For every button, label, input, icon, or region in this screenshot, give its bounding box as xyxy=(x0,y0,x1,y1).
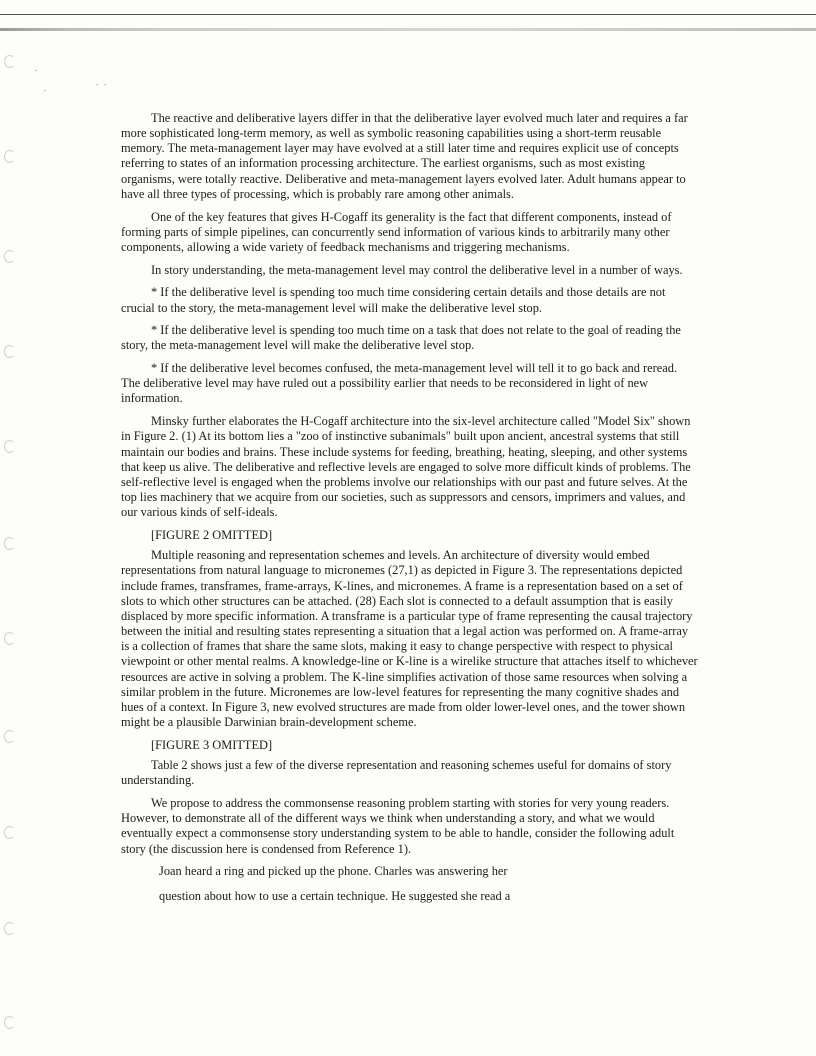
binder-hole xyxy=(4,150,15,163)
binder-hole xyxy=(4,345,15,358)
binder-hole xyxy=(4,55,15,68)
binder-hole xyxy=(4,537,15,550)
body-paragraph: The reactive and deliberative layers differ in that the deliberative layer evolved much later and requires a far more sophisticated long-term memory, as well as symbolic reasoning capabilities using a short-term reusable memory. The meta-management layer may have evolved at a still later time and requires explicit use of concepts referring to states of an information processing architecture. The earliest organisms, such as most existing organisms, were totally reactive. Deliberative and meta-management layers evolved later. Adult humans appear to have all three types of processing, which is probably rare among other animals. xyxy=(121,111,688,201)
figure-2-placeholder: [FIGURE 2 OMITTED] xyxy=(151,527,273,542)
binder-hole xyxy=(4,826,15,839)
binder-hole xyxy=(4,250,15,263)
body-paragraph: Multiple reasoning and representation schemes and levels. An architecture of diversity would embed representations from natural language to micronemes (27,1) as depicted in Figure 3. The representations depicted include frames, transframes, frame-arrays, K-lines, and micronemes. A frame is a representation based on a set of slots to which other structures can be attached. (28) Each slot is connected to a default assumption that is easily displaced by more specific information. A transframe is a particular type of frame representing the causal trajectory between the initial and resulting states representing a situation that a legal action was performed on. A frame-array is a collection of frames that share the same slots, making it easy to change perspective with respect to physical viewpoint or other mental realms. A knowledge-line or K-line is a wirelike structure that attaches itself to whichever resources are active in solving a problem. The K-line simplifies activation of those same resources when solving a similar problem in the future. Micronemes are low-level features for representing the many cognitive shades and hues of a context. In Figure 3, new evolved structures are made from older lower-level ones, and the tower shown might be a plausible Darwinian brain-development scheme. xyxy=(121,548,698,730)
scan-edge-band xyxy=(0,28,816,31)
binder-hole xyxy=(4,440,15,453)
document-body xyxy=(121,111,699,913)
body-paragraph: In story understanding, the meta-management level may control the deliberative level in a number of ways. xyxy=(151,262,683,277)
figure-3-placeholder: [FIGURE 3 OMITTED] xyxy=(151,737,273,752)
binder-hole xyxy=(4,730,15,743)
body-paragraph: We propose to address the commonsense reasoning problem starting with stories for very young readers. However, to demonstrate all of the different ways we think when understanding a story, and what we would eventually expect a commonsense story understanding system to be able to handle, consider the following adult story (the discussion here is condensed from Reference 1). xyxy=(121,796,675,856)
scan-speck xyxy=(35,70,37,71)
story-line: Joan heard a ring and picked up the phone. Charles was answering her xyxy=(159,864,508,879)
scan-speck xyxy=(44,90,46,91)
binder-hole xyxy=(4,1016,15,1029)
body-paragraph: Table 2 shows just a few of the diverse representation and reasoning schemes useful for domains of story understanding. xyxy=(121,758,672,788)
bullet-paragraph: * If the deliberative level is spending too much time considering certain details and those details are not crucial to the story, the meta-management level will make the deliberative level stop. xyxy=(121,285,666,315)
bullet-paragraph: * If the deliberative level is spending too much time on a task that does not relate to the goal of reading the story, the meta-management level will make the deliberative level stop. xyxy=(121,323,681,353)
bullet-paragraph: * If the deliberative level becomes confused, the meta-management level will tell it to go back and reread. The deliberative level may have ruled out a possibility earlier that needs to be reconsidered in light of new information. xyxy=(121,361,678,406)
story-line: question about how to use a certain technique. He suggested she read a xyxy=(159,888,511,903)
body-paragraph: Minsky further elaborates the H-Cogaff architecture into the six-level architecture called "Model Six" shown in Figure 2. (1) At its bottom lies a "zoo of instinctive subanimals" built upon ancient, ancestral systems that still maintain our bodies and brains. These include systems for feeding, breathing, heating, sleeping, and other systems that keep us alive. The deliberative and reflective levels are engaged to solve more difficult kinds of problems. The self-reflective level is engaged when the problems involve our relationships with our past and future selves. At the top lies machinery that we acquire from our societies, such as suppressors and censors, imprimers and values, and our various kinds of self-ideals. xyxy=(121,414,691,520)
scan-speck xyxy=(104,84,106,85)
scan-speck xyxy=(96,84,98,85)
binder-hole xyxy=(4,922,15,935)
binder-hole xyxy=(4,632,15,645)
body-paragraph: One of the key features that gives H-Cogaff its generality is the fact that different components, instead of forming parts of simple pipelines, can concurrently send information of various kinds to arbitrarily many other components, allowing a wide variety of feedback mechanisms and triggering mechanisms. xyxy=(121,209,672,254)
top-rule xyxy=(0,14,816,15)
